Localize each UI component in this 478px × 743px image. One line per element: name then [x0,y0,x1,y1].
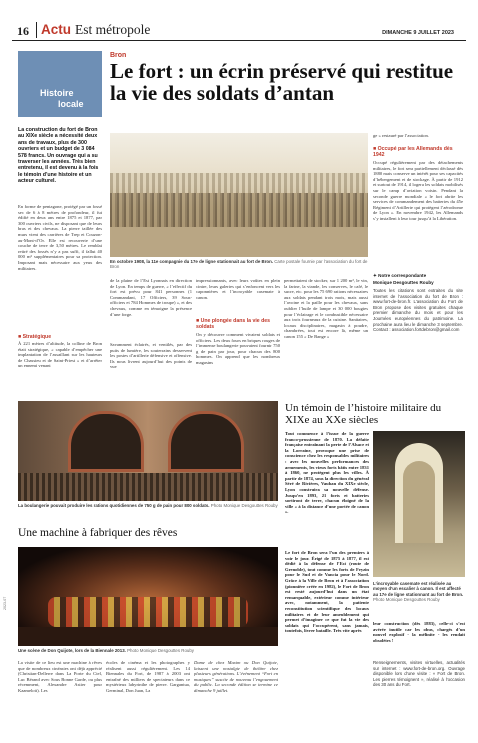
col3-subhead: ■ Une plongée dans la vie des soldats [196,318,271,330]
page-number: 16 [17,24,29,38]
header-rule [12,40,466,41]
photo2-caption-text: La boulangerie pouvait produire les rations quotidiennes de 750 g de pain pour 800 soldats. [18,503,210,508]
col3-text: impressionnants, avec leurs voûtes en plein cintre, leurs galeries qui s’enfoncent vers les caponnières et l’incroyable casemate à canon. [196,278,280,300]
photo-bakery [18,401,278,501]
col2-text2: Savamment éclairés, et ventilés, par des puits de lumière, les souterrains desservent les postes d’artillerie défensive et offensive. Ils nous livrent aujourd’hui des points de vue [110,342,192,370]
page-date: DIMANCHE 9 JUILLET 2023 [382,30,454,36]
photo3-credit: Photo Monique Desgouttes Rouby [127,648,194,653]
col5-subhead-text: Occupé par les Allemands dès 1942 [373,146,453,158]
photo1-caption [110,259,368,270]
photo-don-quijote [18,547,278,646]
photo4-caption-text: L’incroyable casemate est réalisée au moyen d’un escalier à canon. Il est affecté au 17e de ligne stationnant au fort de Bron. [373,581,464,597]
witness-title: Un témoin de l’histoire militaire du XIXe au XXe siècles [285,402,442,426]
section-tag [18,51,102,117]
col5-author: Monique Desgouttes Rouby [373,280,434,285]
subsection-label: Est métropole [75,22,151,37]
machine-col2: écoles de cinéma et les photographes y réalisent aussi régulièrement. Les 14 Biennales du Fort, de 1987 à 2003 ont entraîné des milliers de spectateurs dans ce mystérieux labyrinthe de pierre. Gargantua, Germinal, Don Juan, La [106,660,190,693]
col5-author-label-text: Notre correspondante [378,273,427,278]
side-label: 2023-07 [3,596,7,610]
section-tag-line1: Histoire [40,88,74,98]
photo1-caption-text: En octobre 1908, la 11e compagnie du 17e de ligne stationnait au fort de Bron. [110,259,273,264]
header-divider [36,22,37,38]
photo1-credit: Carte postale fournie par l’association du fort de Bron [110,259,368,270]
col1-text2: À 221 mètres d’altitude, la colline de Bron était stratégique, « capable d’empêcher une implantation de l’assaillant sur les hauteurs de Chassieu et de Saint-Priest » et d’arrêter un ennemi venant [18,341,102,369]
kicker: Bron [110,52,127,59]
col3-text2: On y découvre comment vivaient soldats et officiers. Les deux fours en briques rouges de l’immense boulangerie pouvaient fournir 750 g de pain par jour, pour chacun des 800 hommes. On apprend que les nombreux magasins [196,332,280,365]
witness-text2: Le fort de Bron sera l’un des premiers à voir le jour. Érigé de 1875 à 1877, il est dédié à la défense de l’Est (route de Grenoble), tout comme les forts de Feyzin pour le Sud et de Vancia pour le Nord. Grâce à la Ville de Bron et à l’association (pionnière créée en 1982), le Fort de Bron est resté aujourd’hui dans un état remarquable, extérieur comme intérieur avec, notamment, la patiente reconstitution scientifique des locaux militaires et de leur ameublement qui permet d’imaginer ce que fut la vie des soldats qui l’occupèrent, sans jamais, toutefois, livrer bataille. Très vite après [285,550,369,634]
machine-col3: Dame de chez Maxim ou Don Quijote, laissent une nostalgie de théâtre chez plusieurs générations. L’événement “Fort en musiques” suscite de nouveau l’engouement du public. La seconde édition se termine ce dimanche 9 juillet. [194,660,278,693]
col1-text: En forme de pentagone, protégé par un fossé sec de 6 à 8 mètres de profondeur, il fut édifié en deux ans entre 1875 et 1877, par 300 ouvriers civils, ne disposant que de leurs bras et des chevaux. La pierre taillée des murs vient des carrières de Trep et Couzon-au-Mont-d’Or. Elle est recouverte d’une couche de terre de 3,50 mètres. Le remblai retiré des fossés n’y a pas suffi, il fallut 40 000 m³ supplémentaires pour sa protection. Imposant mais nécessaire aux yeux des militaires. [18,204,102,271]
col4-text: permettaient de stocker, sur 1 200 m², le vin, la farine, la viande, les conserves, le café, le sucre, etc. pour les 75 690 rations nécessaires aux soldats pendant trois mois, mais aussi l’avoine et la paille pour les chevaux, sans oublier l’huile de lampe et 30 000 bougies pour l’éclairage et le combustible nécessaire aux trois fourneaux de la cuisine. Sanitaires, locaux disciplinaires, magasin à poudre, chambrées, tout est encore là, même un canon 155 « De Bange » [284,278,368,339]
witness-text: Tout commence à l’issue de la guerre franco-prussienne de 1870. La défaite française entraînant la perte de l’Alsace et la Lorraine, provoque une prise de conscience chez les responsables militaires : avec les nouvelles performances des armements, les vieux forts bâtis entre 1831 à 1860, ne protègent plus les villes. À partir de 1874, sous la direction du général Séré de Rivières, Vauban du XIXe siècle, Lyon construira sa nouvelle défense. Jusqu’en 1893, 21 forts et batteries sortiront de terre, chacun éloigné de la ville « à la distance d’une portée de canon ». [285,431,369,515]
col5-text2: Occupé régulièrement par des détachements militaires, le fort sera partiellement déclassé dès 1880 mais conserve un intérêt pour ses capacités d’hébergement et de stockage. À partir de 1912 et surtout de 1914, il logera les soldats mobilisés sur le camp d’aviation voisin. Pendant la seconde guerre mondiale « le fort abrite les services de commandement des batteries du 45e Régiment d’Artillerie qui protègent l’aérodrome de Lyon ». En novembre 1942, les Allemands s’y installent à leur tour jusqu’à la Libération. [373,160,463,221]
photo3-caption [18,648,278,653]
machine-title: Une machine à fabriquer des rêves [18,527,178,539]
photo-soldiers-1908 [110,133,368,257]
photo3-caption-text: Une scène de Don Quijote, lors de la Biennale 2013. [18,648,126,653]
witness-text3: leur construction (dès 1883), celle-ci s’est avérée inutile car les obus, chargés d’un nouvel explosif - la mélinite - les rendait obsolètes ! [373,621,465,643]
intro-text: La construction du fort de Bron au XIXe siècle a nécessité deux ans de travaux, plus de 300 ouvriers et un budget de 3 084 578 francs. Un ouvrage qui a su traverser les années. Très bien entretenu, il est devenu à la fois le témoin d’une histoire et un acteur culturel. [18,127,99,185]
photo-casemate [373,431,465,577]
photo4-caption [373,581,465,602]
photo2-credit: Photo Monique Desgouttes Rouby [210,503,278,508]
photo2-caption [18,503,278,508]
machine-col1: La visite de ce lieu est une machine à rêves que de nombreux cinéastes ont déjà apprécié (Christian-Dellerre dans La Porte du Ciel, Luc Bérand avec Sous Bonne Garde, ou plus récemment, Alexandre Astier pour Kaamelott). Les [18,660,102,693]
col1-subhead: ■ Stratégique [18,334,52,340]
col1-subhead-text: Stratégique [22,334,52,340]
col5-author-label: ✦ Notre correspondante [373,273,427,278]
section-label: Actu [41,22,71,37]
col5-subhead: ■ Occupé par les Allemands dès 1942 [373,146,453,158]
headline: Le fort : un écrin préservé qui restitue la vie des soldats d’antan [110,59,454,105]
photo4-credit: Photo Monique Desgouttes Rouby [373,596,440,602]
col5-text: ge » restauré par l’association. [373,133,429,138]
witness-note: Renseignements, visites virtuelles, actualités sur internet : www.fort-de-bron.org. Ouvrage disponible lors d’une visite : « Fort de Bron. Les pierres témoignent », réalisé à l’occasion des 30 ans du Fort. [373,660,465,688]
section-tag-line2: locale [58,99,84,109]
col5-note: Toutes les citations sont extraites du site internet de l’association du fort de Bron : www.fort-de-bron.fr. L’association du Fort de Bron propose des visites gratuites chaque premier dimanche du mois et pour les Journées européennes du patrimoine. La prochaine aura lieu le dimanche 3 septembre. Contact : association.fortdebron@gmail.com [373,288,463,333]
col3-subhead-text: Une plongée dans la vie des soldats [196,318,271,330]
col2-text: de la plaine de l’Est Lyonnais en direction de Lyon. En temps de guerre, « l’effectif du fort est prévu pour 841 personnes (1 Commandant, 17 Officiers, 39 Sous-officiers et 784 Hommes de troupe) », et des chevaux, comme en témoigne la présence d’une forge. [110,278,192,317]
